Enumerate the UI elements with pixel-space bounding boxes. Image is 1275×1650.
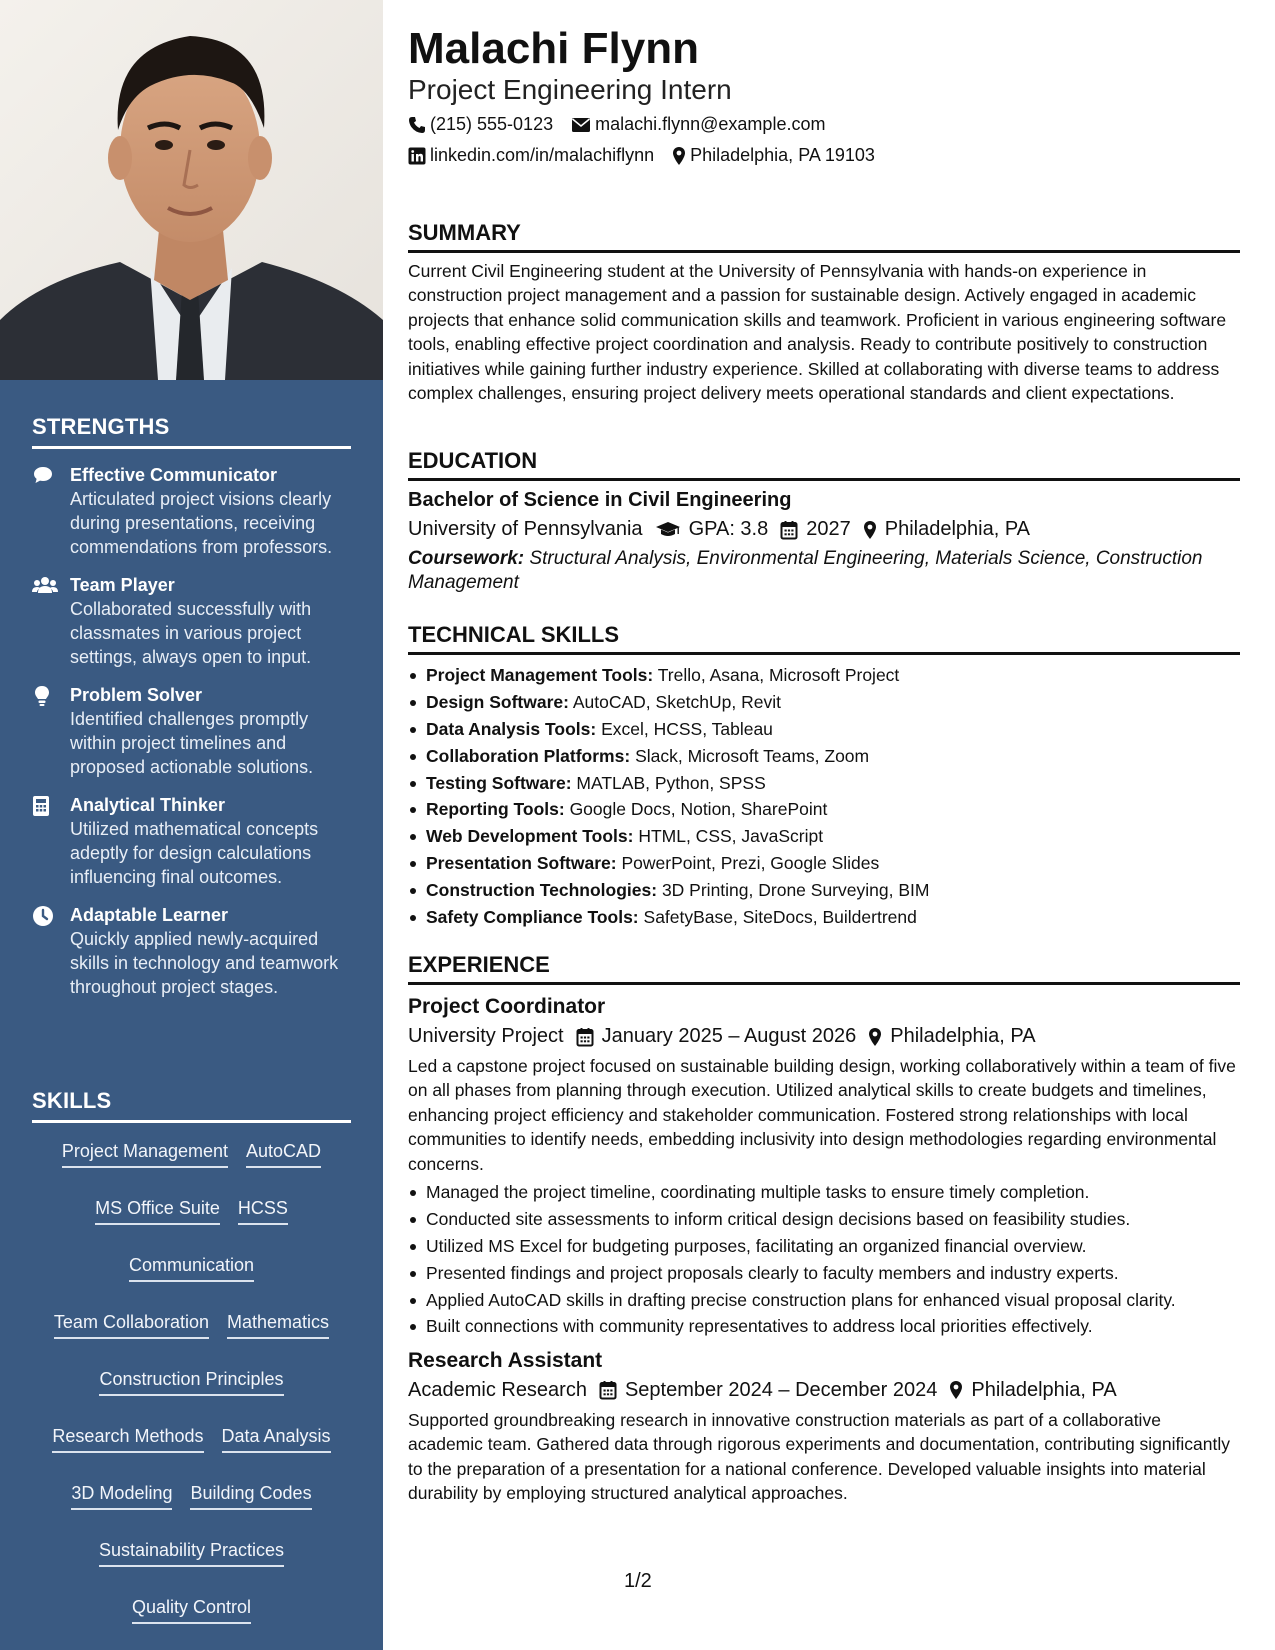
calendar-icon: [599, 1380, 617, 1400]
year-item: [780, 518, 851, 541]
strength-title: Problem Solver: [70, 685, 203, 705]
job-org: Academic Research: [408, 1378, 587, 1401]
gpa-item: [655, 518, 769, 541]
strength-title: Effective Communicator: [70, 465, 278, 485]
map-pin-icon: [949, 1380, 963, 1400]
strength-desc: Utilized mathematical concepts adeptly for design calculations influencing final outcomes.: [70, 819, 319, 887]
education-meta: [408, 518, 1240, 541]
list-item: Reporting Tools: Google Docs, Notion, SharePoint: [408, 797, 1240, 822]
lightbulb-icon: [32, 683, 70, 779]
skill-tag: Sustainability Practices: [99, 1538, 284, 1567]
gpa-text: GPA: 3.8: [688, 518, 769, 540]
job-summary: Led a capstone project focused on sustainable building design, working collaboratively within a team of five on all phases from planning through execution. Utilized analytical skills to create budgets and timelines, enhancing project efficiency and stakeholder communication. Fostered strong relationships with local communities to identify needs, embedding inclusivity into design methodologies regarding environmental concerns.: [408, 1056, 1236, 1174]
envelope-icon: [571, 117, 591, 133]
edu-location-text: Philadelphia, PA: [884, 518, 1031, 540]
edu-location-item: [863, 518, 1030, 541]
speech-bubble-icon: [32, 463, 70, 559]
list-item: Built connections with community representatives to address local priorities effectively.: [408, 1314, 1240, 1339]
list-item: Managed the project timeline, coordinating multiple tasks to ensure timely completion.: [408, 1180, 1240, 1205]
technical-skills-section: [408, 622, 1240, 932]
contact-row: [408, 114, 843, 135]
coursework: [408, 547, 1240, 595]
list-item: Testing Software: MATLAB, Python, SPSS: [408, 771, 1240, 796]
calendar-icon: [780, 520, 798, 540]
skill-tag: Mathematics: [227, 1310, 329, 1339]
email-contact[interactable]: [571, 114, 825, 135]
profile-photo: [0, 0, 383, 380]
candidate-role: Project Engineering Intern: [408, 74, 732, 105]
skill-tag: MS Office Suite: [95, 1196, 220, 1225]
strength-item: [32, 683, 351, 779]
skill-tag: Team Collaboration: [54, 1310, 209, 1339]
experience-section: [408, 952, 1240, 1506]
strength-item: [32, 903, 351, 999]
list-item: Presentation Software: PowerPoint, Prezi, Google Slides: [408, 851, 1240, 876]
school-name: University of Pennsylvania: [408, 518, 643, 540]
job-location-item: [949, 1379, 1116, 1402]
job-location-item: [868, 1025, 1035, 1048]
strength-desc: Quickly applied newly-acquired skills in technology and teamwork throughout project stages.: [70, 929, 339, 997]
map-pin-icon: [868, 1027, 882, 1047]
job-dates-item: [576, 1025, 857, 1048]
list-item: Utilized MS Excel for budgeting purposes, facilitating an organized financial overview.: [408, 1234, 1240, 1259]
strength-item: [32, 463, 351, 559]
location-text: Philadelphia, PA 19103: [690, 145, 875, 165]
job-summary: Supported groundbreaking research in innovative construction materials as part of a collaborative academic team. Gathered data through rigorous experiments and documentation, contributing significantly to the preparation of a presentation for a national conference. Developed valuable insights into material durability by employing structured analytical approaches.: [408, 1409, 1230, 1504]
strength-desc: Identified challenges promptly within project timelines and proposed actionable solutions.: [70, 709, 314, 777]
list-item: Presented findings and project proposals clearly to faculty members and industry experts.: [408, 1261, 1240, 1286]
linkedin-contact[interactable]: [408, 145, 654, 166]
sidebar: [0, 0, 383, 1650]
map-pin-icon: [863, 520, 877, 540]
technical-skills-title: TECHNICAL SKILLS: [408, 622, 1240, 655]
education-section: [408, 448, 1240, 595]
experience-title: EXPERIENCE: [408, 952, 1240, 985]
list-item: Project Management Tools: Trello, Asana, Microsoft Project: [408, 663, 1240, 688]
education-title: EDUCATION: [408, 448, 1240, 481]
coursework-label: Coursework:: [408, 548, 525, 569]
users-icon: [32, 573, 70, 669]
strengths-section: [32, 414, 351, 999]
job-title: Research Assistant: [408, 1348, 603, 1372]
strength-title: Adaptable Learner: [70, 905, 229, 925]
phone-contact[interactable]: [408, 114, 553, 135]
skills-list: [32, 1139, 351, 1624]
summary-text: Current Civil Engineering student at the University of Pennsylvania with hands-on experience in construction project management and a passion for sustainable design. Actively engaged in academic projects that enhance solid communication skills and teamwork. Proficient in various engineering software tools, enabling effective project coordination and analysis. Ready to contribute positively to construction initiatives while gaining further industry experience. Skilled at collaborating with diverse teams to address complex challenges, ensuring project delivery meets operational standards and client expectations.: [408, 261, 1227, 404]
skill-tag: Research Methods: [52, 1424, 203, 1453]
list-item: Safety Compliance Tools: SafetyBase, SiteDocs, Buildertrend: [408, 905, 1240, 930]
job-title: Project Coordinator: [408, 995, 606, 1018]
strength-title: Team Player: [70, 575, 175, 595]
list-item: Collaboration Platforms: Slack, Microsoft Teams, Zoom: [408, 744, 1240, 769]
list-item: Construction Technologies: 3D Printing, Drone Surveying, BIM: [408, 878, 1240, 903]
summary-section: [408, 220, 1240, 405]
phone-icon: [408, 116, 426, 134]
skills-section: [32, 1088, 351, 1624]
skill-tag: 3D Modeling: [71, 1481, 172, 1510]
skill-tag: Construction Principles: [99, 1367, 283, 1396]
job-location: Philadelphia, PA: [890, 1025, 1036, 1047]
calendar-icon: [576, 1027, 594, 1047]
phone-text: (215) 555-0123: [430, 114, 554, 134]
skill-tag: AutoCAD: [246, 1139, 321, 1168]
strength-item: [32, 793, 351, 889]
clock-icon: [32, 903, 70, 999]
list-item: Design Software: AutoCAD, SketchUp, Revit: [408, 690, 1240, 715]
graduation-cap-icon: [655, 521, 681, 539]
list-item: Data Analysis Tools: Excel, HCSS, Tableau: [408, 717, 1240, 742]
year-text: 2027: [806, 518, 851, 540]
skill-tag: Building Codes: [190, 1481, 311, 1510]
job-dates-item: [599, 1379, 937, 1402]
list-item: Applied AutoCAD skills in drafting precise construction plans for enhanced visual proposal clarity.: [408, 1288, 1240, 1313]
job-meta: [408, 1379, 1240, 1402]
skills-title: SKILLS: [32, 1088, 351, 1123]
contact-row-2: [408, 145, 893, 166]
strength-desc: Articulated project visions clearly during presentations, receiving commendations from professors.: [70, 489, 333, 557]
strengths-title: STRENGTHS: [32, 414, 351, 449]
list-item: Conducted site assessments to inform critical design decisions based on feasibility studies.: [408, 1207, 1240, 1232]
list-item: Web Development Tools: HTML, CSS, JavaScript: [408, 824, 1240, 849]
summary-title: SUMMARY: [408, 220, 1240, 253]
linkedin-text: linkedin.com/in/malachiflynn: [430, 145, 655, 165]
technical-skills-list: [408, 663, 1240, 930]
degree-title: Bachelor of Science in Civil Engineering: [408, 489, 792, 511]
candidate-name: Malachi Flynn: [408, 24, 699, 73]
job-dates: September 2024 – December 2024: [624, 1378, 938, 1401]
skill-tag: Data Analysis: [222, 1424, 331, 1453]
coursework-text: Structural Analysis, Environmental Engineering, Materials Science, Construction Management: [408, 548, 1203, 593]
page-number: 1/2: [624, 1570, 652, 1592]
job-org: University Project: [408, 1025, 564, 1047]
job-location: Philadelphia, PA: [971, 1378, 1117, 1401]
map-pin-icon: [672, 146, 686, 166]
skill-tag: Quality Control: [132, 1595, 251, 1624]
skill-tag: HCSS: [238, 1196, 288, 1225]
job-bullets: [408, 1180, 1240, 1339]
job-dates: January 2025 – August 2026: [601, 1025, 857, 1047]
calculator-icon: [32, 793, 70, 889]
strength-item: [32, 573, 351, 669]
email-text: malachi.flynn@example.com: [595, 114, 826, 134]
strength-title: Analytical Thinker: [70, 795, 226, 815]
location-contact: [672, 145, 875, 166]
job-meta: [408, 1025, 1240, 1048]
linkedin-icon: [408, 147, 426, 165]
skill-tag: Communication: [129, 1253, 254, 1282]
skill-tag: Project Management: [62, 1139, 228, 1168]
strength-desc: Collaborated successfully with classmates in various project settings, always open to input.: [70, 599, 312, 667]
